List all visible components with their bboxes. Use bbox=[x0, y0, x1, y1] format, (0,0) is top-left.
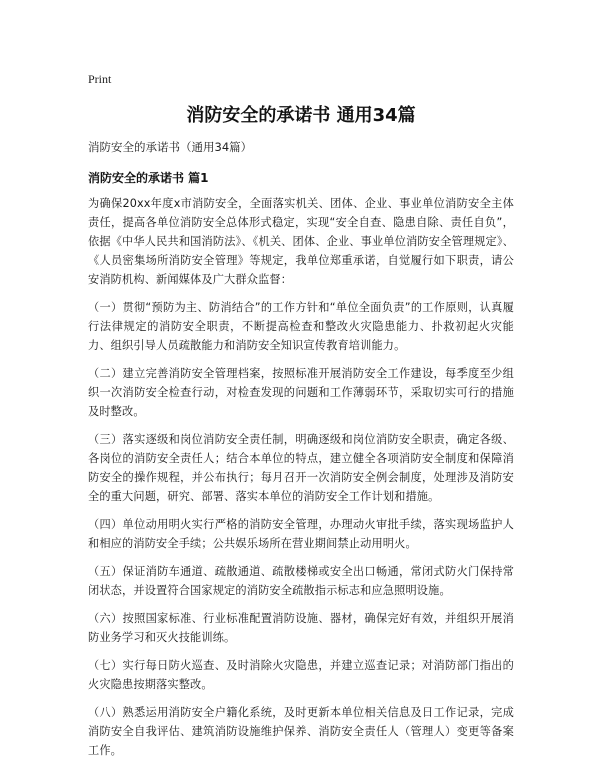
document-subtitle: 消防安全的承诺书（通用34篇） bbox=[88, 140, 253, 154]
paragraph-item-8: （八）熟悉运用消防安全户籍化系统，及时更新本单位相关信息及日工作记录，完成消防安全自我评估、建筑消防设施维护保养、消防安全责任人（管理人）变更等备案工作。 bbox=[88, 706, 514, 757]
paragraph-item-4: （四）单位动用明火实行严格的消防安全管理，办理动火审批手续，落实现场监护人和相应的消防安全手续；公共娱乐场所在营业期间禁止动用明火。 bbox=[88, 518, 514, 550]
paragraph-item-2: （二）建立完善消防安全管理档案，按照标准开展消防安全工作建设，每季度至少组织一次消防安全检查行动，对检查发现的问题和工作薄弱环节，采取切实可行的措施及时整改。 bbox=[88, 367, 514, 418]
paragraph-item-1: （一）贯彻“预防为主、防消结合”的工作方针和“单位全面负责”的工作原则，认真履行法律规定的消防安全职责，不断提高检查和整改火灾隐患能力、扑救初起火灾能力、组织引导人员疏散能力和消防安全知识宣传教育培训能力。 bbox=[88, 301, 514, 352]
paragraph-item-3: （三）落实逐级和岗位消防安全责任制，明确逐级和岗位消防安全职责，确定各级、各岗位的消防安全责任人；结合本单位的特点，建立健全各项消防安全制度和保障消防安全的操作规程，并公布执行；每月召开一次消防安全例会制度，处理涉及消防安全的重大问题，研究、部署、落实本单位的消防安全工作计划和措施。 bbox=[88, 433, 514, 503]
document-title: 消防安全的承诺书 通用34篇 bbox=[186, 105, 416, 126]
print-label[interactable]: Print bbox=[88, 72, 112, 86]
paragraph-item-7: （七）实行每日防火巡查、及时消除火灾隐患，并建立巡查记录；对消防部门指出的火灾隐患按期落实整改。 bbox=[88, 659, 514, 691]
paragraph-item-5: （五）保证消防车通道、疏散通道、疏散楼梯或安全出口畅通，常闭式防火门保持常闭状态，并设置符合国家规定的消防安全疏散指示标志和应急照明设施。 bbox=[88, 565, 514, 597]
paragraph-item-6: （六）按照国家标准、行业标准配置消防设施、器材，确保完好有效，并组织开展消防业务学习和灭火技能训练。 bbox=[88, 612, 514, 644]
paragraph-intro: 为确保20xx年度x市消防安全，全面落实机关、团体、企业、事业单位消防安全主体责任，提高各单位消防安全总体形式稳定，实现“安全自查、隐患自除、责任自负”，依据《中华人民共和国消防法》、《机关、团体、企业、事业单位消防安全管理规定》、《人员密集场所消防安全管理》等规定，我单位郑重承诺，自觉履行如下职责，请公安消防机构、新闻媒体及广大群众监督： bbox=[88, 197, 514, 286]
section-heading: 消防安全的承诺书 篇1 bbox=[88, 171, 209, 185]
